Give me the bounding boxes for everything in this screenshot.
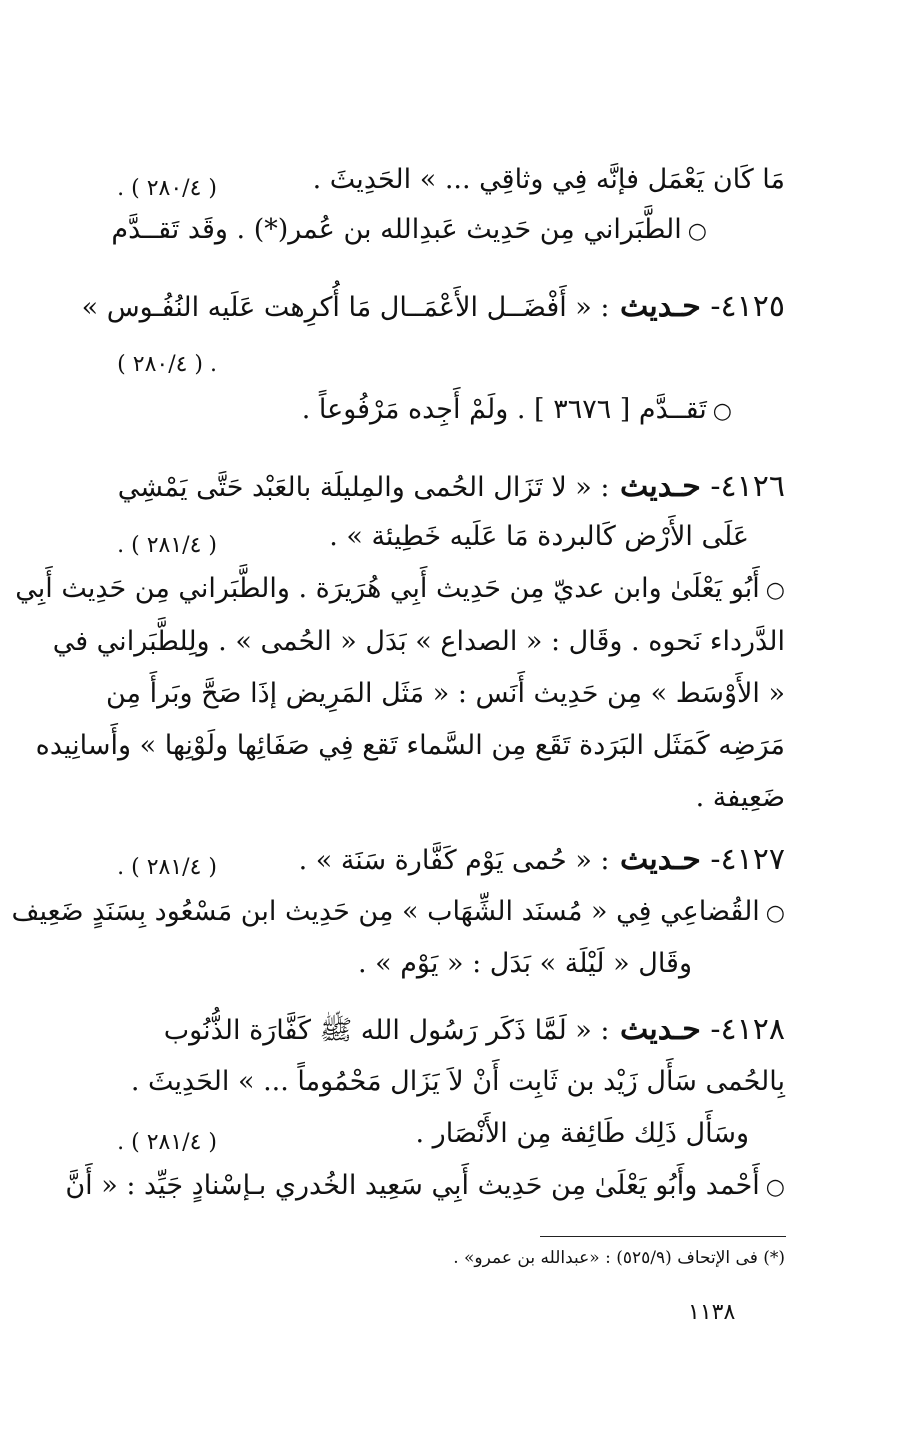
text-line [329, 523, 749, 550]
line-text: بِالحُمى سَأَل زَيْد بن ثَابِت أَنْ لاَ يَزَال مَحْمُوماً ... » الحَدِيثَ . [130, 1066, 785, 1097]
text-line [358, 950, 692, 977]
hadith-label: حـديث [609, 469, 701, 504]
volume-page-reference: ( ٢٨١/٤ ) . [117, 855, 217, 880]
line-text: وقَال « لَيْلَة » بَدَل : « يَوْم » . [357, 948, 692, 979]
text-line [15, 575, 785, 602]
text-line [416, 1120, 749, 1147]
line-text: وسَأَل ذَلِك طَائِفة مِن الأَنْصَار . [415, 1118, 749, 1149]
line-text: القُضاعِي فِي « مُسنَد الشِّهَاب » مِن حَدِيث ابن مَسْعُود بِسَنَدٍ ضَعِيف [11, 896, 760, 927]
hadith-number: ٤١٢٧- [700, 842, 785, 877]
line-text: : « لَمَّا ذَكَر رَسُول الله ﷺ كَفَّارَة الذُّنُوب [163, 1015, 610, 1046]
hadith-heading-line [163, 1012, 785, 1047]
line-text: أَبُو يَعْلَىٰ وابن عديّ مِن حَدِيث أَبِي هُرَيرَة . والطَّبَراني مِن حَدِيث أَبِي [15, 573, 760, 604]
line-text: « الأَوْسَط » مِن حَدِيث أَنَس : « مَثَل المَرِيض إذَا صَحَّ وبَرأَ مِن [106, 678, 785, 709]
hadith-label: حـديث [609, 289, 701, 324]
line-text: الطَّبَراني مِن حَدِيث عَبدِالله بن عُمر(*) . وقَد تَقــدَّم [111, 214, 682, 245]
hadith-number: ٤١٢٥- [700, 289, 785, 324]
line-text: : « أَفْضَــل الأَعْمَــال مَا أُكرِهت عَلَيه النُفُـوس » [81, 292, 610, 323]
text-line [111, 216, 707, 243]
footnote: (*) فى الإتحاف (٥٢٥/٩) : «عبدالله بن عمرو» . [453, 1248, 785, 1268]
circle-bullet-icon: ○ [765, 901, 785, 926]
volume-page-reference: . ( ٢٨٠/٤ ) [117, 352, 217, 377]
line-text: أَحْمد وأَبُو يَعْلَىٰ مِن حَدِيث أَبِي سَعِيد الخُدري بـإسْنادٍ جَيِّد : « أَنَّ [65, 1170, 760, 1201]
hadith-heading-line [298, 842, 785, 877]
page-number: ١١٣٨ [688, 1300, 736, 1325]
line-text: مَرَضِه كَمَثَل البَرَدة تَقَع مِن السَّماء تَقع فِي صَفَائِها ولَوْنِها » وأَسانِيده [35, 730, 785, 761]
circle-bullet-icon: ○ [765, 1175, 785, 1200]
text-line [131, 1068, 785, 1095]
circle-bullet-icon: ○ [765, 578, 785, 603]
volume-page-reference: ( ٢٨١/٤ ) . [117, 533, 217, 558]
line-text: : « لا تَزَال الحُمى والمِليلَة بالعَبْد حَتَّى يَمْشِي [117, 472, 610, 503]
line-text: تَقــدَّم [ ٣٦٧٦ ] . ولَمْ أَجِده مَرْفُوعاً . [301, 394, 707, 425]
text-line [313, 166, 785, 193]
line-text: : « حُمى يَوْم كَفَّارة سَنَة » . [298, 845, 610, 876]
footnote-divider [540, 1236, 786, 1237]
hadith-label: حـديث [609, 1012, 701, 1047]
hadith-number: ٤١٢٨- [700, 1012, 785, 1047]
volume-page-reference: ( ٢٨٠/٤ ) . [117, 176, 217, 201]
text-line [53, 628, 785, 655]
line-text: ضَعِيفة . [695, 782, 785, 813]
hadith-heading-line [117, 469, 785, 504]
text-line [302, 396, 732, 423]
line-text: مَا كَان يَعْمَل فإنَّه فِي وثاقِي ... » الحَدِيثَ . [312, 164, 785, 195]
text-line [12, 898, 785, 925]
hadith-label: حـديث [609, 842, 701, 877]
text-line [36, 732, 785, 759]
hadith-heading-line [81, 289, 785, 324]
hadith-number: ٤١٢٦- [700, 469, 785, 504]
volume-page-reference: ( ٢٨١/٤ ) . [117, 1130, 217, 1155]
line-text: الدَّرداء نَحوه . وقَال : « الصداع » بَدَل « الحُمى » . ولِلطَّبَراني في [52, 626, 785, 657]
line-text: عَلَى الأَرْض كَالبردة مَا عَلَيه خَطِيئة » . [329, 521, 749, 552]
text-line [696, 784, 785, 811]
text-line [65, 1172, 785, 1199]
circle-bullet-icon: ○ [687, 219, 707, 244]
text-line [106, 680, 785, 707]
circle-bullet-icon: ○ [712, 399, 732, 424]
